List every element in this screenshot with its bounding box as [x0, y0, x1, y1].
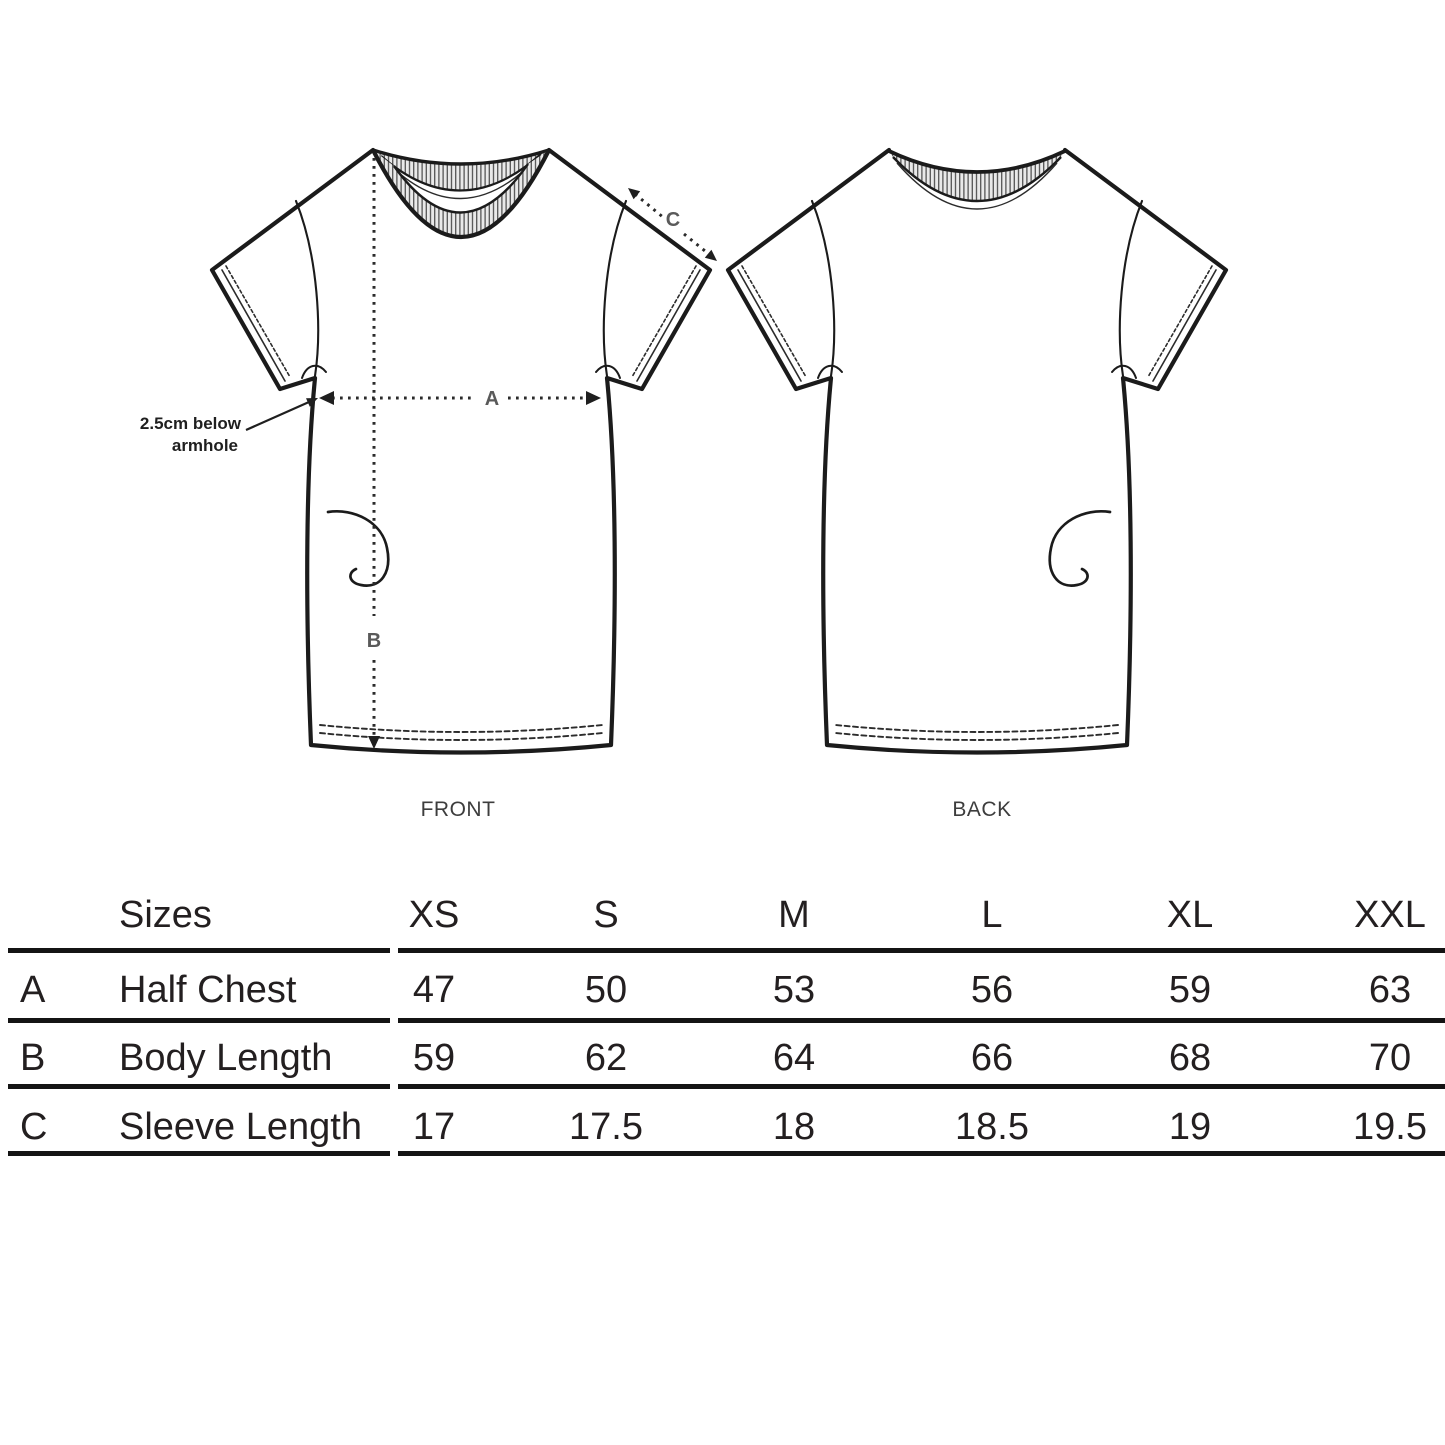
row-c-name: Sleeve Length [119, 1106, 362, 1148]
row-a-name: Half Chest [119, 969, 297, 1011]
row-c-val-m: 18 [772, 1106, 816, 1148]
table-rule-3-right [398, 1084, 1445, 1089]
table-rule-1-right [398, 948, 1445, 953]
row-b-val-l: 66 [970, 1037, 1014, 1079]
dim-b-label: B [366, 630, 382, 652]
size-table-header-xxl: XXL [1354, 894, 1426, 936]
row-a-val-m: 53 [772, 969, 816, 1011]
row-b-val-xl: 68 [1168, 1037, 1212, 1079]
dim-c-label: C [665, 209, 681, 231]
row-a-val-xl: 59 [1168, 969, 1212, 1011]
table-rule-2-right [398, 1018, 1445, 1023]
dim-a-label: A [484, 388, 500, 410]
size-table-header-sizes: Sizes [119, 894, 212, 936]
armhole-note-line2: armhole [171, 436, 238, 455]
table-rule-1-left [8, 948, 390, 953]
row-b-val-xs: 59 [412, 1037, 456, 1079]
row-a-val-s: 50 [584, 969, 628, 1011]
table-rule-4-right [398, 1151, 1445, 1156]
row-b-val-s: 62 [584, 1037, 628, 1079]
row-c-val-xs: 17 [412, 1106, 456, 1148]
row-b-val-m: 64 [772, 1037, 816, 1079]
row-c-val-l: 18.5 [955, 1106, 1029, 1148]
row-a-key: A [20, 969, 46, 1011]
back-view-label: BACK [952, 798, 1012, 821]
table-rule-3-left [8, 1084, 390, 1089]
size-table-header-s: S [593, 894, 619, 936]
table-rule-2-left [8, 1018, 390, 1023]
front-view-label: FRONT [420, 798, 496, 821]
size-table-header-xl: XL [1166, 894, 1214, 936]
table-rule-4-left [8, 1151, 390, 1156]
size-table-header-xs: XS [408, 894, 460, 936]
row-c-val-xxl: 19.5 [1353, 1106, 1427, 1148]
size-table-header-m: M [778, 894, 810, 936]
row-a-val-l: 56 [970, 969, 1014, 1011]
row-a-val-xs: 47 [412, 969, 456, 1011]
row-b-key: B [20, 1037, 46, 1079]
row-c-val-s: 17.5 [569, 1106, 643, 1148]
row-b-name: Body Length [119, 1037, 333, 1079]
armhole-note-line1: 2.5cm below [139, 414, 241, 433]
size-table-header-l: L [981, 894, 1003, 936]
row-b-val-xxl: 70 [1368, 1037, 1412, 1079]
row-c-val-xl: 19 [1168, 1106, 1212, 1148]
row-a-val-xxl: 63 [1368, 969, 1412, 1011]
row-c-key: C [20, 1106, 48, 1148]
